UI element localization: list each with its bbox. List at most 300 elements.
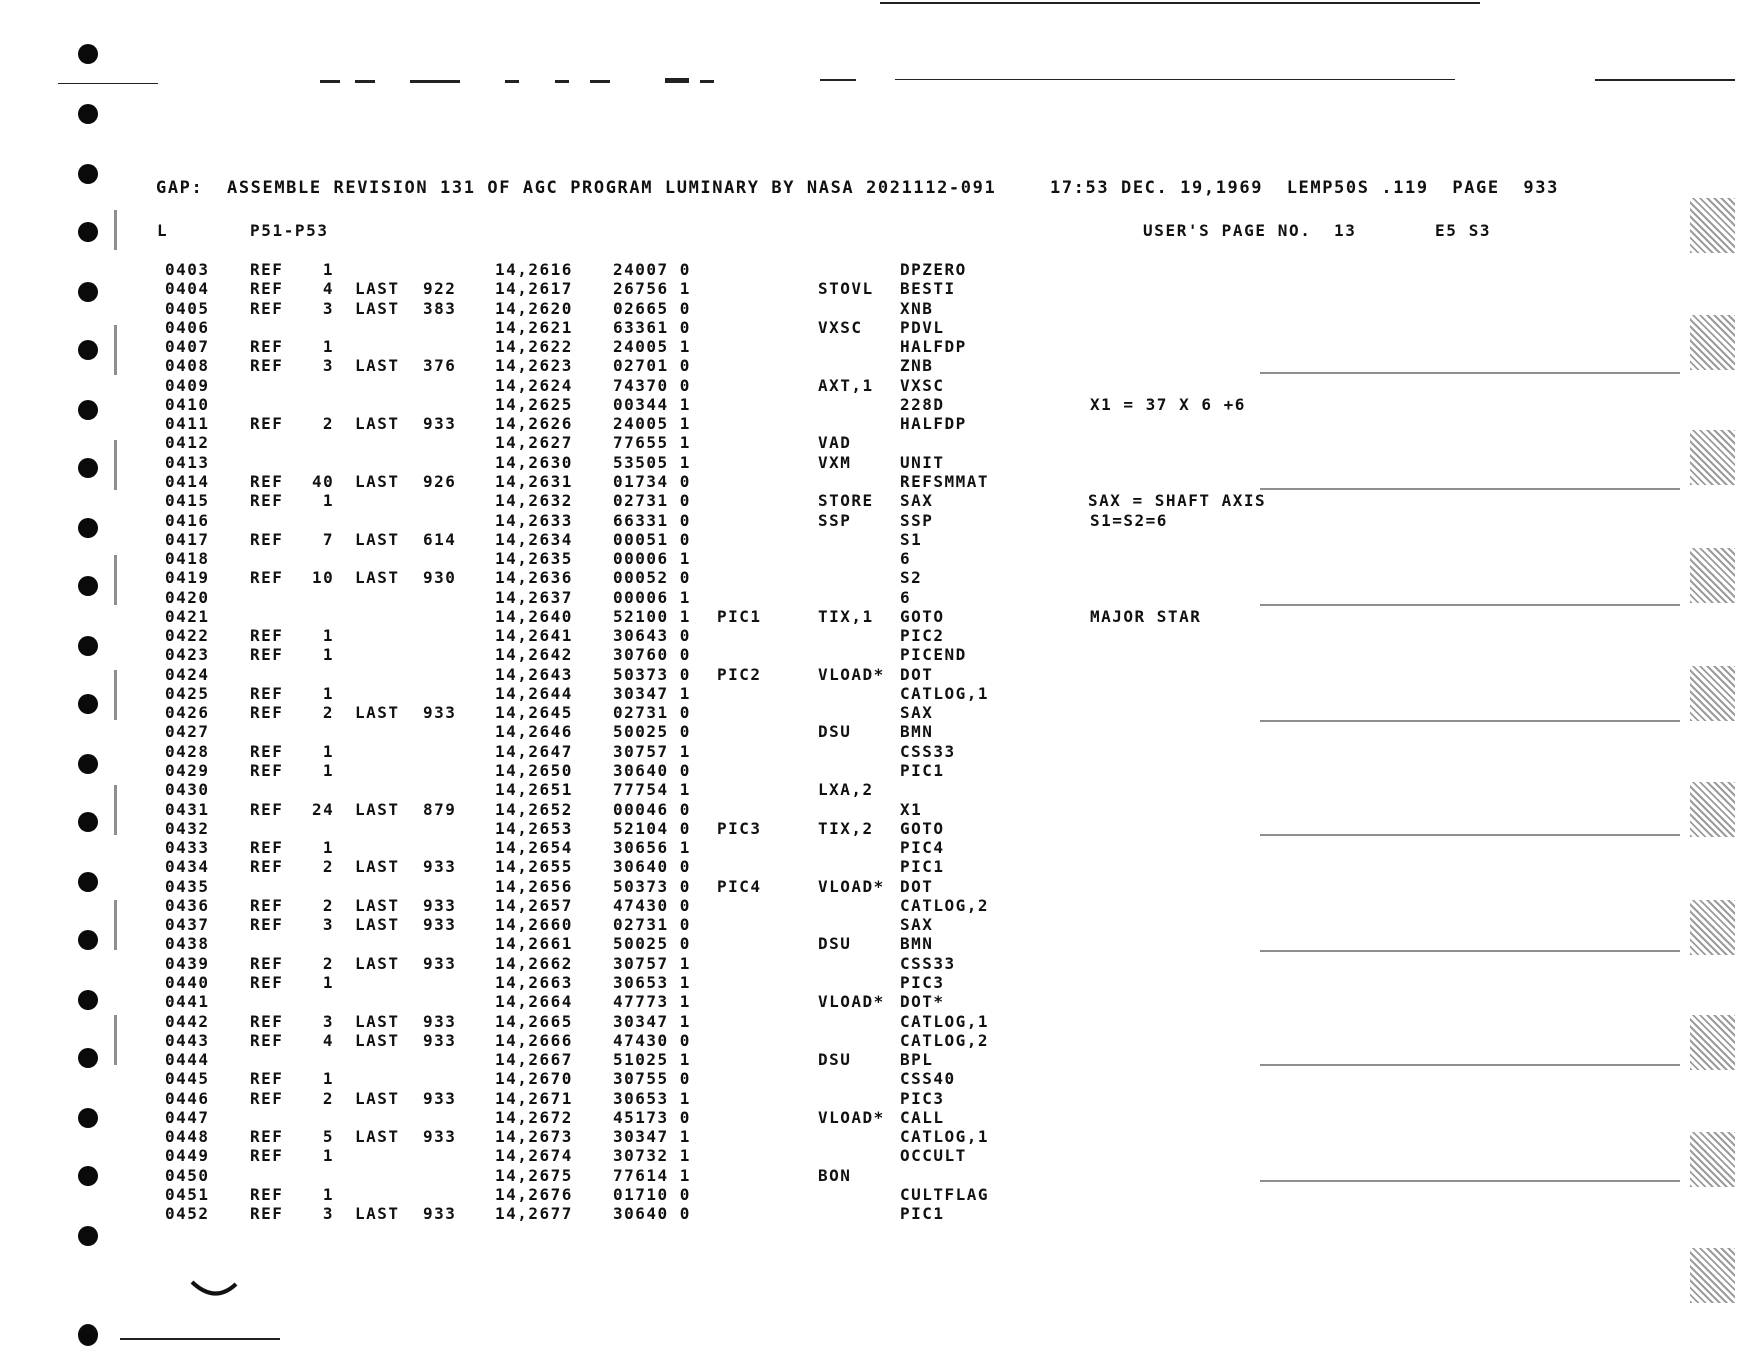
ref-marker: REF	[250, 1127, 284, 1147]
ref-count: 1	[322, 683, 334, 703]
line-number: 0403	[165, 260, 210, 279]
operand: VXSC	[900, 375, 945, 395]
table-row	[0, 260, 1740, 279]
scan-smudge	[1690, 315, 1735, 370]
ref-count: 1	[322, 1069, 334, 1089]
listing-mark: L	[157, 221, 169, 240]
line-number: 0436	[165, 895, 210, 915]
octal-word: 00006 1	[613, 549, 691, 569]
ref-marker: REF	[250, 1146, 284, 1166]
ref-marker: REF	[250, 337, 284, 357]
octal-word: 52104 0	[613, 818, 691, 838]
line-number: 0432	[165, 818, 210, 838]
opcode: DSU	[818, 722, 852, 742]
octal-word: 02731 0	[613, 915, 691, 935]
octal-word: 00052 0	[613, 568, 691, 588]
last-page: 933	[423, 703, 457, 723]
table-row	[0, 318, 1740, 337]
octal-word: 74370 0	[613, 375, 691, 395]
ref-count: 1	[322, 645, 334, 665]
octal-word: 30760 0	[613, 645, 691, 665]
table-row	[0, 299, 1740, 318]
memory-address: 14,2644	[495, 683, 573, 703]
last-marker: LAST	[355, 1204, 400, 1224]
ref-marker: REF	[250, 683, 284, 703]
line-number: 0438	[165, 934, 210, 954]
line-number: 0445	[165, 1069, 210, 1089]
memory-address: 14,2662	[495, 953, 573, 973]
last-page: 376	[423, 356, 457, 376]
line-number: 0406	[165, 317, 210, 337]
line-number: 0442	[165, 1011, 210, 1031]
last-marker: LAST	[355, 1127, 400, 1147]
ref-marker: REF	[250, 356, 284, 376]
scan-streak	[1260, 488, 1680, 490]
last-page: 930	[423, 568, 457, 588]
operand: DOT	[900, 664, 934, 684]
octal-word: 01734 0	[613, 471, 691, 491]
line-number: 0440	[165, 972, 210, 992]
line-number: 0409	[165, 375, 210, 395]
table-row	[0, 453, 1740, 472]
octal-word: 47430 0	[613, 1030, 691, 1050]
line-number: 0447	[165, 1107, 210, 1127]
ref-count: 3	[322, 1204, 334, 1224]
operand: DOT*	[900, 992, 945, 1012]
last-page: 933	[423, 953, 457, 973]
octal-word: 66331 0	[613, 510, 691, 530]
octal-word: 50373 0	[613, 664, 691, 684]
table-row	[0, 491, 1740, 510]
operand: ZNB	[900, 356, 934, 376]
table-row	[0, 568, 1740, 587]
memory-address: 14,2635	[495, 549, 573, 569]
scan-smudge	[1690, 900, 1735, 955]
octal-word: 30653 1	[613, 1088, 691, 1108]
line-number: 0413	[165, 452, 210, 472]
perforation-dash	[665, 78, 689, 83]
memory-address: 14,2625	[495, 394, 573, 414]
last-marker: LAST	[355, 298, 400, 318]
sprocket-hole	[78, 1324, 98, 1346]
opcode: AXT,1	[818, 375, 874, 395]
ref-count: 2	[322, 1088, 334, 1108]
table-row	[0, 395, 1740, 414]
section-label: P51-P53	[250, 221, 329, 240]
operand: CSS33	[900, 953, 956, 973]
memory-address: 14,2677	[495, 1204, 573, 1224]
operand: S1	[900, 529, 923, 549]
operand: DOT	[900, 876, 934, 896]
last-marker: LAST	[355, 799, 400, 819]
table-row	[0, 1127, 1740, 1146]
ref-marker: REF	[250, 838, 284, 858]
perforation-dash	[355, 80, 375, 83]
operand: PDVL	[900, 317, 945, 337]
table-row	[0, 1108, 1740, 1127]
line-number: 0426	[165, 703, 210, 723]
ref-marker: REF	[250, 626, 284, 646]
scan-streak	[1260, 604, 1680, 606]
line-number: 0425	[165, 683, 210, 703]
table-row	[0, 800, 1740, 819]
line-number: 0427	[165, 722, 210, 742]
table-row	[0, 1069, 1740, 1088]
ref-count: 2	[322, 414, 334, 434]
last-page: 933	[423, 1088, 457, 1108]
table-row	[0, 780, 1740, 799]
memory-address: 14,2617	[495, 279, 573, 299]
line-number: 0452	[165, 1204, 210, 1224]
margin-bracket	[114, 670, 117, 720]
octal-word: 53505 1	[613, 452, 691, 472]
memory-address: 14,2670	[495, 1069, 573, 1089]
last-page: 933	[423, 895, 457, 915]
line-number: 0423	[165, 645, 210, 665]
memory-address: 14,2672	[495, 1107, 573, 1127]
octal-word: 30757 1	[613, 953, 691, 973]
user-page-number: USER'S PAGE NO. 13	[1143, 221, 1357, 240]
ref-marker: REF	[250, 915, 284, 935]
octal-word: 24005 1	[613, 414, 691, 434]
operand: PIC3	[900, 972, 945, 992]
ref-marker: REF	[250, 703, 284, 723]
memory-address: 14,2632	[495, 491, 573, 511]
operand: PIC1	[900, 1204, 945, 1224]
octal-word: 51025 1	[613, 1050, 691, 1070]
memory-address: 14,2640	[495, 606, 573, 626]
octal-word: 30656 1	[613, 838, 691, 858]
margin-bracket	[114, 1015, 117, 1065]
ref-marker: REF	[250, 298, 284, 318]
line-number: 0414	[165, 471, 210, 491]
table-row	[0, 915, 1740, 934]
octal-word: 24007 0	[613, 260, 691, 279]
ref-marker: REF	[250, 1184, 284, 1204]
octal-word: 52100 1	[613, 606, 691, 626]
perforation-dash	[590, 80, 610, 83]
octal-word: 24005 1	[613, 337, 691, 357]
last-page: 383	[423, 298, 457, 318]
table-row	[0, 742, 1740, 761]
opcode: VAD	[818, 433, 852, 453]
margin-bracket	[114, 555, 117, 605]
scan-streak	[1260, 720, 1680, 722]
table-row	[0, 877, 1740, 896]
last-page: 926	[423, 471, 457, 491]
ref-count: 3	[322, 1011, 334, 1031]
octal-word: 30347 1	[613, 1011, 691, 1031]
last-marker: LAST	[355, 1088, 400, 1108]
operand: HALFDP	[900, 337, 967, 357]
operand: OCCULT	[900, 1146, 967, 1166]
octal-word: 30347 1	[613, 683, 691, 703]
octal-word: 30640 0	[613, 1204, 691, 1224]
ref-marker: REF	[250, 972, 284, 992]
ref-count: 7	[322, 529, 334, 549]
operand: XNB	[900, 298, 934, 318]
octal-word: 30347 1	[613, 1127, 691, 1147]
last-marker: LAST	[355, 953, 400, 973]
scan-streak	[1260, 1064, 1680, 1066]
operand: CSS33	[900, 741, 956, 761]
last-marker: LAST	[355, 414, 400, 434]
table-row	[0, 1146, 1740, 1165]
opcode: VLOAD*	[818, 1107, 885, 1127]
scan-streak	[1260, 1180, 1680, 1182]
top-edge-rule	[880, 2, 1480, 4]
memory-address: 14,2665	[495, 1011, 573, 1031]
operand: SAX	[900, 491, 934, 511]
operand: CALL	[900, 1107, 945, 1127]
scan-smudge	[1690, 666, 1735, 721]
last-marker: LAST	[355, 529, 400, 549]
octal-word: 63361 0	[613, 317, 691, 337]
operand: X1	[900, 799, 923, 819]
octal-word: 30653 1	[613, 972, 691, 992]
octal-word: 47773 1	[613, 992, 691, 1012]
table-row	[0, 954, 1740, 973]
octal-word: 77754 1	[613, 780, 691, 800]
ref-marker: REF	[250, 953, 284, 973]
table-row	[0, 665, 1740, 684]
memory-address: 14,2657	[495, 895, 573, 915]
ref-count: 1	[322, 337, 334, 357]
opcode: VLOAD*	[818, 664, 885, 684]
memory-address: 14,2671	[495, 1088, 573, 1108]
table-row	[0, 1185, 1740, 1204]
memory-address: 14,2631	[495, 471, 573, 491]
operand: GOTO	[900, 818, 945, 838]
memory-address: 14,2661	[495, 934, 573, 954]
operand: HALFDP	[900, 414, 967, 434]
memory-address: 14,2674	[495, 1146, 573, 1166]
last-page: 933	[423, 915, 457, 935]
octal-word: 02731 0	[613, 703, 691, 723]
table-row	[0, 1050, 1740, 1069]
ref-count: 2	[322, 953, 334, 973]
octal-word: 26756 1	[613, 279, 691, 299]
last-marker: LAST	[355, 568, 400, 588]
operand: PICEND	[900, 645, 967, 665]
memory-address: 14,2622	[495, 337, 573, 357]
line-number: 0416	[165, 510, 210, 530]
line-number: 0424	[165, 664, 210, 684]
opcode: TIX,1	[818, 606, 874, 626]
opcode: STORE	[818, 491, 874, 511]
last-page: 933	[423, 1204, 457, 1224]
scan-smudge	[1690, 430, 1735, 485]
memory-address: 14,2642	[495, 645, 573, 665]
opcode: DSU	[818, 934, 852, 954]
line-number: 0420	[165, 587, 210, 607]
line-number: 0451	[165, 1184, 210, 1204]
last-marker: LAST	[355, 1030, 400, 1050]
operand: REFSMMAT	[900, 471, 990, 491]
symbol-label: PIC4	[717, 876, 762, 896]
line-number: 0410	[165, 394, 210, 414]
memory-address: 14,2637	[495, 587, 573, 607]
memory-address: 14,2621	[495, 317, 573, 337]
line-number: 0407	[165, 337, 210, 357]
operand: CSS40	[900, 1069, 956, 1089]
margin-bracket	[114, 785, 117, 835]
memory-address: 14,2656	[495, 876, 573, 896]
table-row	[0, 337, 1740, 356]
operand: SSP	[900, 510, 934, 530]
ref-marker: REF	[250, 857, 284, 877]
operand: PIC1	[900, 761, 945, 781]
operand: CATLOG,2	[900, 1030, 990, 1050]
perforation-line	[1595, 79, 1735, 81]
table-row	[0, 607, 1740, 626]
octal-word: 30640 0	[613, 761, 691, 781]
comment: X1 = 37 X 6 +6	[1090, 394, 1246, 414]
line-number: 0411	[165, 414, 210, 434]
operand: CATLOG,2	[900, 895, 990, 915]
ref-marker: REF	[250, 529, 284, 549]
margin-bracket	[114, 210, 117, 250]
ref-marker: REF	[250, 1011, 284, 1031]
line-number: 0444	[165, 1050, 210, 1070]
table-row	[0, 626, 1740, 645]
operand: SAX	[900, 703, 934, 723]
memory-address: 14,2651	[495, 780, 573, 800]
last-marker: LAST	[355, 703, 400, 723]
memory-address: 14,2664	[495, 992, 573, 1012]
opcode: VLOAD*	[818, 992, 885, 1012]
ref-count: 24	[312, 799, 335, 819]
ref-count: 1	[322, 838, 334, 858]
memory-address: 14,2660	[495, 915, 573, 935]
last-page: 933	[423, 857, 457, 877]
line-number: 0429	[165, 761, 210, 781]
opcode: STOVL	[818, 279, 874, 299]
ref-count: 1	[322, 761, 334, 781]
comment: SAX = SHAFT AXIS	[1088, 491, 1267, 511]
ref-count: 40	[312, 471, 335, 491]
ref-marker: REF	[250, 741, 284, 761]
memory-address: 14,2647	[495, 741, 573, 761]
opcode: BON	[818, 1165, 852, 1185]
ref-count: 2	[322, 857, 334, 877]
scan-streak	[1260, 372, 1680, 374]
table-row	[0, 1031, 1740, 1050]
memory-address: 14,2620	[495, 298, 573, 318]
ref-count: 2	[322, 703, 334, 723]
octal-word: 77614 1	[613, 1165, 691, 1185]
octal-word: 77655 1	[613, 433, 691, 453]
table-row	[0, 1204, 1740, 1223]
last-marker: LAST	[355, 356, 400, 376]
last-marker: LAST	[355, 915, 400, 935]
ref-marker: REF	[250, 1088, 284, 1108]
last-page: 933	[423, 1127, 457, 1147]
memory-address: 14,2655	[495, 857, 573, 877]
opcode: VXSC	[818, 317, 863, 337]
ref-marker: REF	[250, 568, 284, 588]
octal-word: 30757 1	[613, 741, 691, 761]
line-number: 0415	[165, 491, 210, 511]
octal-word: 30640 0	[613, 857, 691, 877]
scan-streak	[1260, 834, 1680, 836]
ref-marker: REF	[250, 895, 284, 915]
memory-address: 14,2667	[495, 1050, 573, 1070]
sprocket-hole	[78, 222, 98, 242]
octal-word: 45173 0	[613, 1107, 691, 1127]
line-number: 0435	[165, 876, 210, 896]
operand: SAX	[900, 915, 934, 935]
last-page: 933	[423, 1030, 457, 1050]
perforation-dash	[700, 80, 714, 83]
scan-smudge	[1690, 782, 1735, 837]
memory-address: 14,2654	[495, 838, 573, 858]
table-row	[0, 1012, 1740, 1031]
operand: GOTO	[900, 606, 945, 626]
line-number: 0412	[165, 433, 210, 453]
memory-address: 14,2645	[495, 703, 573, 723]
scan-smudge	[1690, 1248, 1735, 1303]
symbol-label: PIC3	[717, 818, 762, 838]
memory-address: 14,2643	[495, 664, 573, 684]
line-number: 0430	[165, 780, 210, 800]
operand: CATLOG,1	[900, 683, 990, 703]
table-row	[0, 376, 1740, 395]
ref-marker: REF	[250, 1069, 284, 1089]
ref-count: 1	[322, 491, 334, 511]
listing-header-left: GAP: ASSEMBLE REVISION 131 OF AGC PROGRAM LUMINARY BY NASA 2021112-091	[156, 178, 997, 198]
line-number: 0418	[165, 549, 210, 569]
memory-address: 14,2646	[495, 722, 573, 742]
ref-count: 1	[322, 1146, 334, 1166]
opcode: LXA,2	[818, 780, 874, 800]
octal-word: 30732 1	[613, 1146, 691, 1166]
line-number: 0419	[165, 568, 210, 588]
operand: BESTI	[900, 279, 956, 299]
perforation-line	[820, 79, 856, 81]
sprocket-hole	[78, 44, 98, 64]
memory-address: 14,2675	[495, 1165, 573, 1185]
ref-marker: REF	[250, 491, 284, 511]
scan-smudge	[1690, 1132, 1735, 1187]
operand: BMN	[900, 934, 934, 954]
line-number: 0446	[165, 1088, 210, 1108]
octal-word: 00051 0	[613, 529, 691, 549]
operand: CATLOG,1	[900, 1127, 990, 1147]
line-number: 0441	[165, 992, 210, 1012]
memory-address: 14,2666	[495, 1030, 573, 1050]
perforation-line	[895, 79, 1455, 80]
scan-smudge	[1690, 548, 1735, 603]
ref-count: 1	[322, 972, 334, 992]
sprocket-hole	[78, 104, 98, 124]
line-number: 0428	[165, 741, 210, 761]
last-marker: LAST	[355, 895, 400, 915]
table-row	[0, 857, 1740, 876]
ref-marker: REF	[250, 645, 284, 665]
table-row	[0, 973, 1740, 992]
scan-smudge	[1690, 198, 1735, 253]
line-number: 0431	[165, 799, 210, 819]
scan-streak	[1260, 950, 1680, 952]
ref-count: 1	[322, 260, 334, 279]
table-row	[0, 838, 1740, 857]
ref-count: 5	[322, 1127, 334, 1147]
table-row	[0, 896, 1740, 915]
operand: BPL	[900, 1050, 934, 1070]
opcode: SSP	[818, 510, 852, 530]
comment: MAJOR STAR	[1090, 606, 1202, 626]
